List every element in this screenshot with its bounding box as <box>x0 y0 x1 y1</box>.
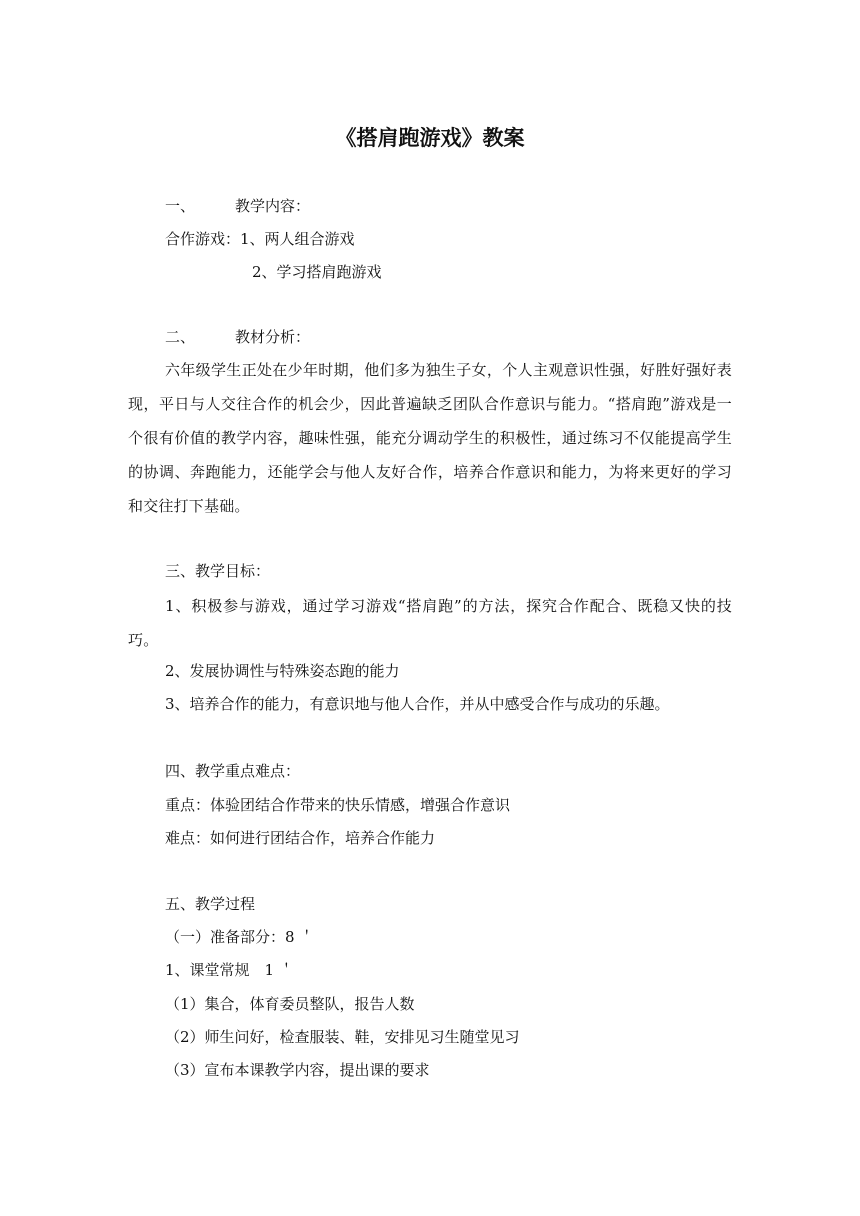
goal-1: 1、积极参与游戏，通过学习游戏“搭肩跑”的方法，探究合作配合、既稳又快的技巧。 <box>128 597 732 649</box>
routine-item-1: （1）集合，体育委员整队，报告人数 <box>165 995 415 1013</box>
routine-item-2: （2）师生问好，检查服装、鞋，安排见习生随堂见习 <box>165 1028 520 1046</box>
section-2-number: 二、 <box>165 328 196 346</box>
class-routine: 1、课堂常规 1 ＇ <box>165 961 294 979</box>
content-line-2: 2、学习搭肩跑游戏 <box>252 263 382 281</box>
section-4-heading: 四、教学重点难点： <box>165 762 301 780</box>
section-2-heading <box>165 327 310 347</box>
section-3-heading: 三、教学目标： <box>165 562 271 580</box>
section-5-heading: 五、教学过程 <box>165 895 256 913</box>
key-point: 重点：体验团结合作带来的快乐情感，增强合作意识 <box>165 796 511 814</box>
analysis-paragraph: 六年级学生正处在少年时期，他们多为独生子女，个人主观意识性强，好胜好强好表现，平日与人交往合作的机会少，因此普遍缺乏团队合作意识与能力。“搭肩跑”游戏是一个很有价值的教学内容，趣味性强，能充分调动学生的积极性，通过练习不仅能提高学生的协调、奔跑能力，还能学会与他人友好合作，培养合作意识和能力，为将来更好的学习和交往打下基础。 <box>128 361 732 515</box>
goal-2: 2、发展协调性与特殊姿态跑的能力 <box>165 662 400 680</box>
routine-item-3: （3）宣布本课教学内容，提出课的要求 <box>165 1061 430 1079</box>
content-line-1: 合作游戏：1、两人组合游戏 <box>165 230 355 248</box>
section-1-heading <box>165 196 310 216</box>
section-1-title: 教学内容： <box>235 197 311 215</box>
section-1-number: 一、 <box>165 197 196 215</box>
difficult-point: 难点：如何进行团结合作，培养合作能力 <box>165 829 436 847</box>
section-2-title: 教材分析： <box>235 328 311 346</box>
prep-part: （一）准备部分：8 ＇ <box>165 928 315 946</box>
goal-3: 3、培养合作的能力，有意识地与他人合作，并从中感受合作与成功的乐趣。 <box>165 695 670 713</box>
document-title: 《搭肩跑游戏》教案 <box>335 126 525 150</box>
